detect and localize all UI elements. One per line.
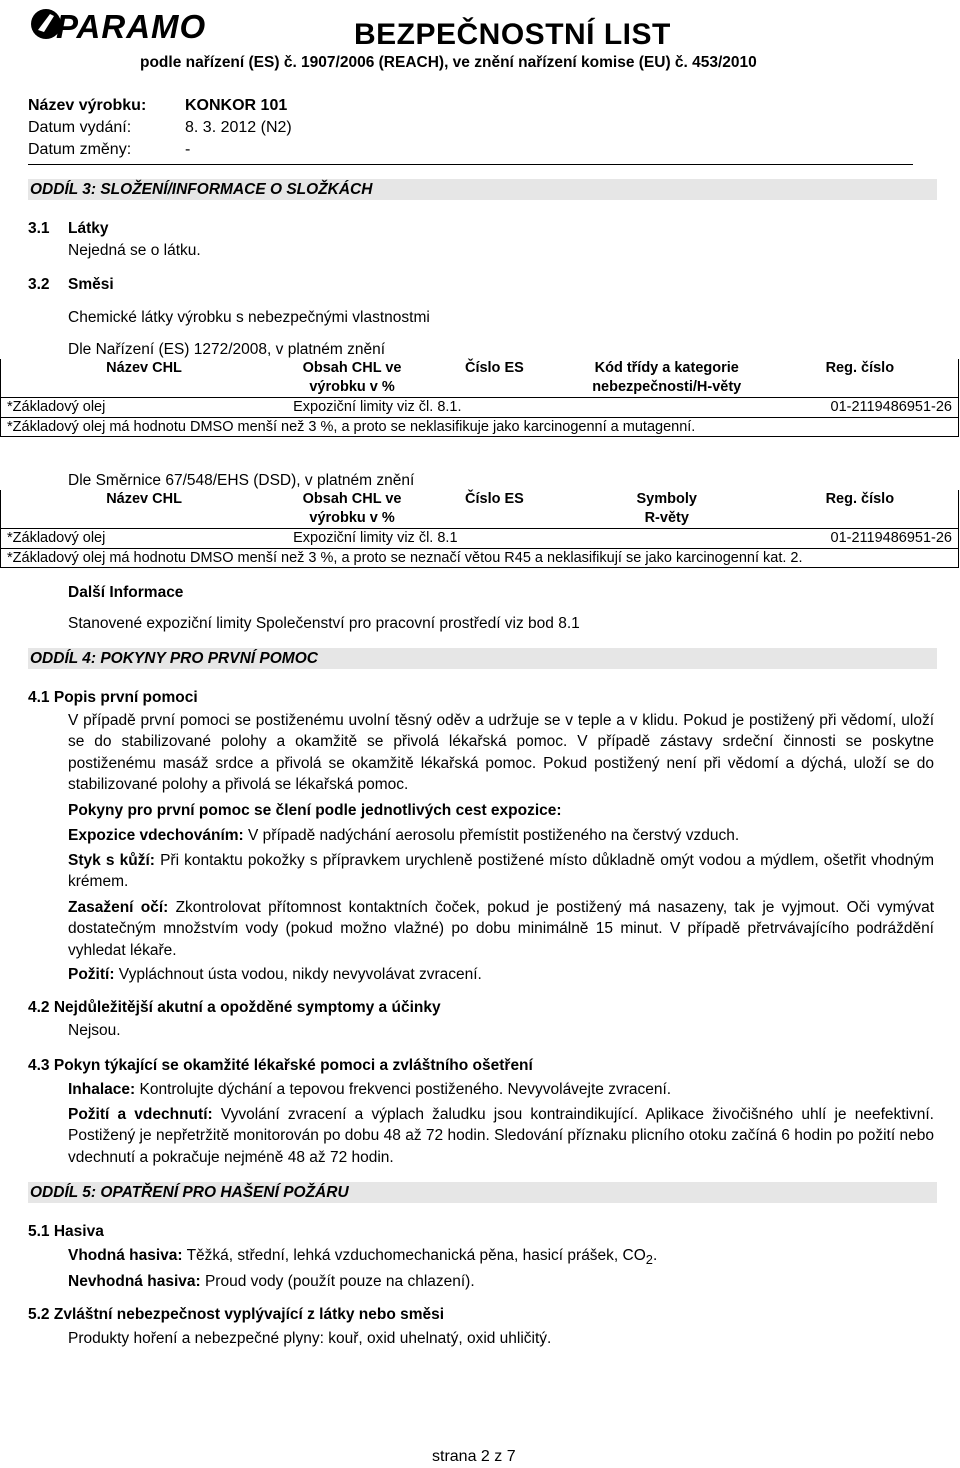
- s41-title: 4.1 Popis první pomoci: [28, 689, 198, 706]
- th-content-2: výrobku v %: [309, 509, 395, 526]
- change-date-row: [28, 139, 190, 161]
- cell-content: Expoziční limity viz čl. 8.1.: [287, 397, 572, 417]
- skin-para: [68, 850, 934, 893]
- document-subtitle: podle nařízení (ES) č. 1907/2006 (REACH), ve znění nařízení komise (EU) č. 453/2010: [140, 54, 757, 71]
- s43-title: 4.3 Pokyn týkající se okamžité lékařské pomoci a zvláštního ošetření: [28, 1057, 533, 1074]
- bad-media-text: Proud vody (použít pouze na chlazení).: [200, 1273, 475, 1290]
- s42-title: 4.2 Nejdůležitější akutní a opožděné symptomy a účinky: [28, 999, 441, 1016]
- inhalation-para: [68, 825, 934, 846]
- section-4-heading: ODDÍL 4: POKYNY PRO PRVNÍ POMOC: [28, 648, 937, 669]
- good-media-end: .: [652, 1247, 658, 1264]
- ingestion-para: [68, 964, 934, 985]
- inhalation2-label: Inhalace:: [68, 1081, 136, 1098]
- s31-text: Nejedná se o látku.: [68, 242, 201, 259]
- ingestion-text: Vypláchnout ústa vodou, nikdy nevyvolávat zvracení.: [114, 966, 482, 983]
- s52-text: Produkty hoření a nebezpečné plyny: kouř, oxid uhelnatý, oxid uhličitý.: [68, 1330, 552, 1347]
- table-note: *Základový olej má hodnotu DMSO menší než 3 %, a proto se neznačí větou R45 a neklasifikují se jako karcinogenní kat. 2.: [1, 548, 959, 568]
- table-2-caption: Dle Směrnice 67/548/EHS (DSD), v platném znění: [68, 472, 415, 489]
- s32-number: 3.2: [28, 276, 50, 293]
- aspiration-text: Vyvolání zvracení a výplach žaludku jsou kontraindikující. Aplikace živočišného uhlí je neefektivní. Postižený je nepřetržitě monitorován po dobu 48 až 72 hodin. Sledování příznaku plicního otoku začíná 6 hodin po požití nebo vdechnutí a pokračuje nejméně 48 až 72 hodin.: [68, 1106, 934, 1166]
- good-media-text: Těžká, střední, lehká vzduchomechanická pěna, hasicí prášek, CO: [182, 1247, 646, 1264]
- eye-text: Zkontrolovat přítomnost kontaktních čoček, pokud je postižený má nasazeny, tak je vyjmout. Oči vymývat dostatečným množstvím vody (pokud možno vlažné) po dobu minimálně 15 minut. V případě přetrvávajícího podráždění vyhledat lékaře.: [68, 899, 934, 959]
- good-media-para: [68, 1245, 934, 1269]
- cell-content: Expoziční limity viz čl. 8.1: [287, 528, 572, 548]
- inhalation-label: Expozice vdechováním:: [68, 827, 244, 844]
- th-name: Název CHL: [106, 491, 182, 507]
- table-note-row: [1, 417, 959, 437]
- th-reg-number: Reg. číslo: [825, 491, 895, 507]
- issue-date-value: 8. 3. 2012 (N2): [185, 119, 292, 136]
- mixture-intro: Chemické látky výrobku s nebezpečnými vlastnostmi: [68, 309, 430, 326]
- cell-name: *Základový olej: [1, 528, 288, 548]
- dsd-table-header: [1, 490, 959, 528]
- change-date-value: -: [185, 141, 191, 158]
- inhalation2-para: [68, 1079, 934, 1100]
- aspiration-label: Požití a vdechnutí:: [68, 1106, 213, 1123]
- th-es-number: Číslo ES: [465, 491, 524, 507]
- ingestion-label: Požití:: [68, 966, 115, 983]
- th-es-number: Číslo ES: [464, 360, 524, 376]
- th-content: Obsah CHL ve: [302, 491, 402, 507]
- aspiration-para: [68, 1104, 934, 1168]
- more-info-title: Další Informace: [68, 584, 184, 601]
- paramo-logo: [28, 4, 208, 44]
- table-row: [1, 528, 959, 548]
- th-hazard-code-2: nebezpečnosti/H-věty: [592, 378, 742, 395]
- logo-wordmark: PARAMO: [56, 8, 207, 45]
- s41-text: [68, 710, 934, 796]
- product-name-row: [28, 95, 287, 117]
- good-media-label: Vhodná hasiva:: [68, 1247, 183, 1264]
- section-5-heading: ODDÍL 5: OPATŘENÍ PRO HAŠENÍ POŽÁRU: [28, 1182, 937, 1203]
- table-note: *Základový olej má hodnotu DMSO menší než 3 %, a proto se neklasifikuje jako karcinogenní a mutagenní.: [1, 417, 959, 437]
- cell-name: *Základový olej: [1, 397, 288, 417]
- document-title: BEZPEČNOSTNÍ LIST: [354, 18, 671, 51]
- exposure-routes-title: Pokyny pro první pomoc se člení podle jednotlivých cest expozice:: [68, 802, 562, 819]
- product-label: Název výrobku:: [28, 97, 147, 114]
- change-date-label: Datum změny:: [28, 141, 132, 158]
- table-row: [1, 397, 959, 417]
- th-symbols: Symboly: [636, 491, 697, 507]
- th-hazard-code: Kód třídy a kategorie: [594, 360, 739, 376]
- s51-title: 5.1 Hasiva: [28, 1223, 104, 1240]
- table-note-row: [1, 548, 959, 568]
- th-content: Obsah CHL ve: [302, 360, 402, 376]
- s31-number: 3.1: [28, 220, 50, 237]
- bad-media-label: Nevhodná hasiva:: [68, 1273, 201, 1290]
- th-r-phrases: R-věty: [644, 509, 689, 526]
- th-content-2: výrobku v %: [309, 378, 395, 395]
- bad-media-para: [68, 1271, 934, 1292]
- issue-date-row: [28, 117, 292, 139]
- cell-reg-number: 01-2119486951-26: [762, 397, 959, 417]
- product-value: KONKOR 101: [185, 97, 288, 114]
- cell-reg-number: 01-2119486951-26: [762, 528, 959, 548]
- inhalation2-text: Kontrolujte dýchání a tepovou frekvenci postiženého. Nevyvolávejte zvracení.: [135, 1081, 672, 1098]
- table-1-caption: Dle Nařízení (ES) 1272/2008, v platném znění: [68, 341, 386, 358]
- issue-date-label: Datum vydání:: [28, 119, 132, 136]
- page-number: strana 2 z 7: [432, 1448, 516, 1465]
- clp-table-header: [1, 359, 959, 397]
- skin-label: Styk s kůží:: [68, 852, 155, 869]
- eye-para: [68, 897, 934, 961]
- th-reg-number: Reg. číslo: [825, 360, 895, 376]
- header-divider: [28, 164, 913, 165]
- skin-text: Při kontaktu pokožky s přípravkem urychleně postižené místo důkladně omýt vodou a mýdlem, ošetřit vhodným krémem.: [68, 852, 935, 891]
- inhalation-text: V případě nadýchání aerosolu přemístit postiženého na čerstvý vzduch.: [243, 827, 740, 844]
- s52-title: 5.2 Zvláštní nebezpečnost vyplývající z látky nebo směsi: [28, 1306, 445, 1323]
- clp-table: [0, 359, 959, 437]
- more-info-text: Stanovené expoziční limity Společenství pro pracovní prostředí viz bod 8.1: [68, 615, 580, 632]
- dsd-table: [0, 490, 959, 568]
- s42-text: Nejsou.: [68, 1022, 121, 1039]
- s32-title: Směsi: [68, 276, 114, 293]
- s41-paragraph: V případě první pomoci se postiženému uvolní těsný oděv a udržuje se v teple a v klidu. Pokud je postižený při vědomí, uloží se do stabilizované polohy a okamžitě se přivolá lékařská pomoc. V případě zástavy srdeční činnosti se poskytne postiženému masáž srdce a přivolá se okamžitě lékařská pomoc. Pokud postižený není při vědomí a dýchá, uloží se do stabilizované polohy a přivolá se lékařská pomoc.: [68, 712, 934, 794]
- section-3-heading: ODDÍL 3: SLOŽENÍ/INFORMACE O SLOŽKÁCH: [28, 179, 937, 200]
- good-media-subscript: 2: [645, 1252, 653, 1268]
- s31-title: Látky: [68, 220, 109, 237]
- eye-label: Zasažení očí:: [68, 899, 169, 916]
- th-name: Název CHL: [106, 360, 182, 376]
